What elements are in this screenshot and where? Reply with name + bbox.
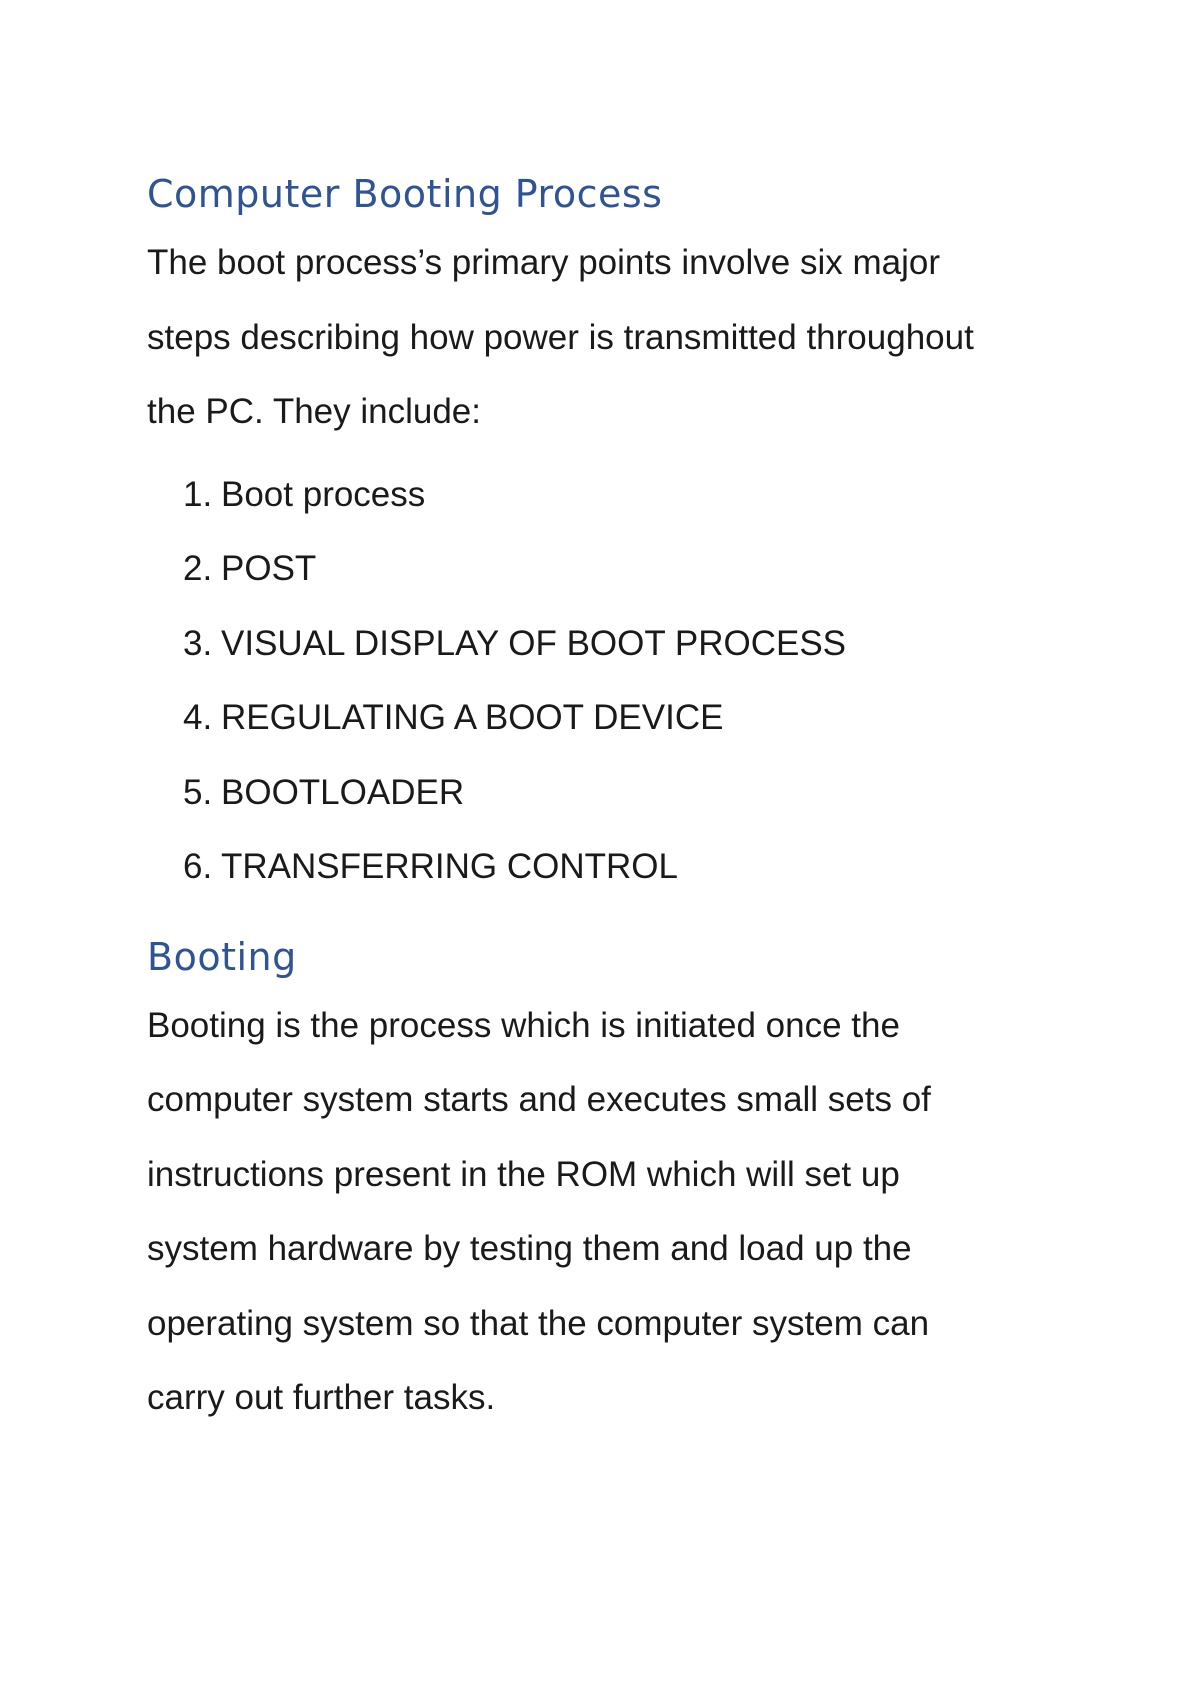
- document-page: [147, 160, 1067, 1436]
- list-item-text: BOOTLOADER: [221, 772, 465, 812]
- paragraph-line: computer system starts and executes small sets of: [147, 1080, 931, 1119]
- list-item: [183, 681, 1067, 756]
- booting-paragraph: [147, 989, 1067, 1436]
- list-item-text: Boot process: [221, 474, 426, 514]
- list-item: [183, 532, 1067, 607]
- paragraph-line: system hardware by testing them and load up the: [147, 1229, 912, 1268]
- paragraph-line: steps describing how power is transmitted throughout: [147, 317, 974, 357]
- boot-steps-list: [147, 458, 1067, 905]
- list-item-text: VISUAL DISPLAY OF BOOT PROCESS: [221, 623, 847, 663]
- list-item-text: POST: [221, 549, 317, 588]
- page-title: Computer Booting Process: [147, 172, 663, 216]
- list-number: 5.: [183, 772, 213, 812]
- paragraph-line: The boot process’s primary points involve six major: [147, 243, 941, 282]
- list-item-text: TRANSFERRING CONTROL: [221, 847, 678, 886]
- section-heading-booting: Booting: [147, 934, 297, 979]
- list-item: [183, 458, 1067, 533]
- list-number: 3.: [183, 623, 213, 663]
- paragraph-line: instructions present in the ROM which will set up: [147, 1154, 900, 1194]
- list-item-text: REGULATING A BOOT DEVICE: [221, 698, 724, 737]
- list-number: 4.: [183, 698, 213, 737]
- list-number: 1.: [183, 474, 213, 514]
- list-number: 2.: [183, 549, 213, 588]
- paragraph-line: carry out further tasks.: [147, 1378, 496, 1417]
- paragraph-line: operating system so that the computer system can: [147, 1303, 930, 1343]
- list-number: 6.: [183, 847, 213, 886]
- list-item: [183, 830, 1067, 905]
- list-item: [183, 756, 1067, 831]
- intro-paragraph: [147, 226, 1067, 450]
- paragraph-line: the PC. They include:: [147, 392, 481, 431]
- paragraph-line: Booting is the process which is initiated once the: [147, 1005, 900, 1045]
- list-item: [183, 607, 1067, 682]
